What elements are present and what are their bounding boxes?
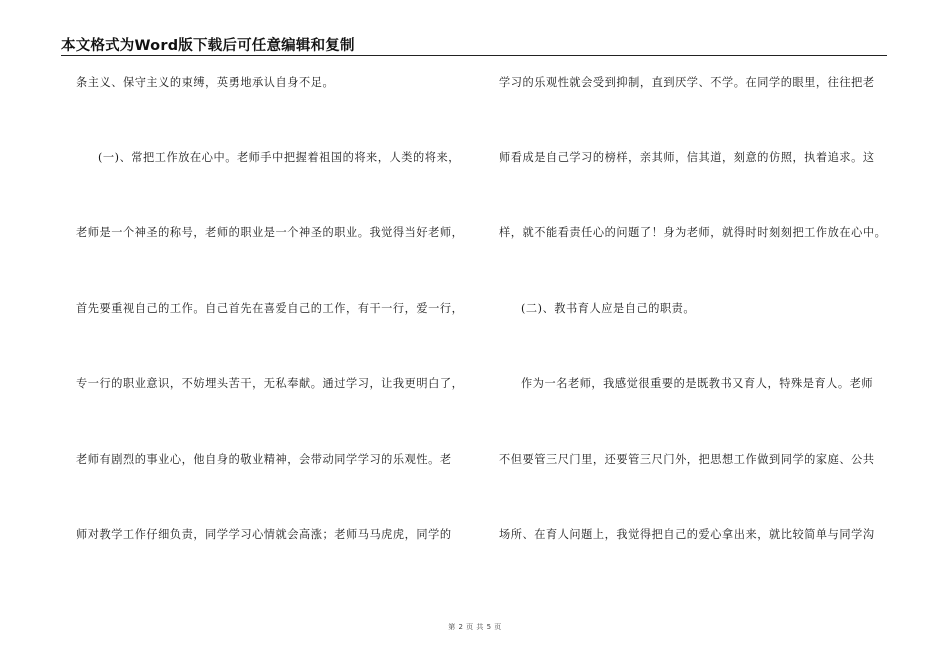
section-heading-line: (二)、教书育人应是自己的职责。: [521, 302, 696, 315]
section-heading-line: (一)、常把工作放在心中。老师手中把握着祖国的将来，人类的将来，: [98, 151, 460, 164]
text-line: 场所、在育人问题上，我觉得把自己的爱心拿出来，就比较简单与同学沟: [499, 528, 875, 541]
text-line: 首先要重视自己的工作。自己首先在喜爱自己的工作，有干一行，爱一行，: [76, 302, 464, 315]
text-line: 学习的乐观性就会受到抑制，直到厌学、不学。在同学的眼里，往往把老: [499, 76, 875, 89]
text-line: 专一行的职业意识，不妨埋头苦干，无私奉献。通过学习，让我更明白了，: [76, 377, 464, 390]
text-line: 不但要管三尺门里，还要管三尺门外，把思想工作做到同学的家庭、公共: [499, 453, 875, 466]
text-line: 师看成是自己学习的榜样，亲其师，信其道，刻意的仿照，执着追求。这: [499, 151, 875, 164]
header-divider: [61, 55, 887, 56]
text-line: 作为一名老师，我感觉很重要的是既教书又育人，特殊是育人。老师: [521, 377, 874, 390]
page-number-footer: 第 2 页 共 5 页: [448, 623, 502, 631]
text-line: 样，就不能看责任心的问题了！身为老师，就得时时刻刻把工作放在心中。: [499, 226, 887, 239]
text-line: 老师是一个神圣的称号，老师的职业是一个神圣的职业。我觉得当好老师，: [76, 226, 464, 239]
document-header-title: 本文格式为Word版下载后可任意编辑和复制: [61, 38, 355, 54]
text-line: 师对教学工作仔细负责，同学学习心情就会高涨；老师马马虎虎，同学的: [76, 528, 452, 541]
text-line: 条主义、保守主义的束缚，英勇地承认自身不足。: [76, 76, 335, 89]
text-line: 老师有剧烈的事业心，他自身的敬业精神，会带动同学学习的乐观性。老: [76, 453, 452, 466]
